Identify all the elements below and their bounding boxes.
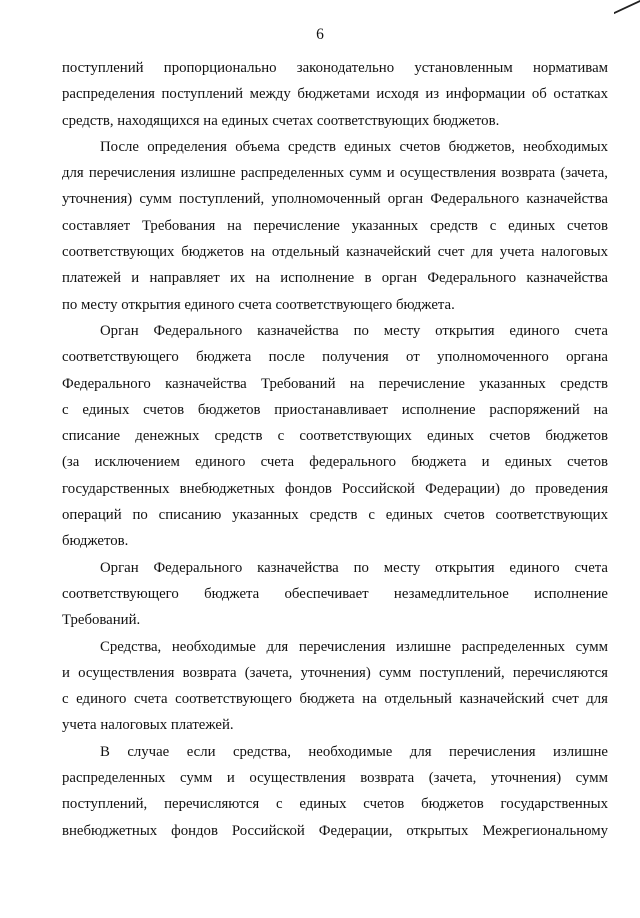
paragraph: [62, 739, 608, 844]
text-line: Орган Федерального казначейства по месту открытия единого счета: [100, 322, 608, 339]
text-line: бюджетов.: [62, 533, 129, 550]
paragraph: [62, 318, 608, 555]
text-line: средств, находящихся на единых счетах соответствующих бюджетов.: [62, 112, 500, 129]
text-line: соответствующего бюджета обеспечивает незамедлительное исполнение: [62, 585, 608, 602]
text-line: Требований.: [62, 612, 141, 629]
text-line: уточнения) сумм поступлений, уполномоченный орган Федерального казначейства: [62, 191, 608, 208]
text-line: государственных внебюджетных фондов Российской Федерации) до проведения: [62, 480, 608, 497]
text-line: платежей и направляет их на исполнение в орган Федерального казначейства: [62, 270, 608, 287]
text-line: для перечисления излишне распределенных сумм и осуществления возврата (зачета,: [62, 165, 608, 182]
text-line: операций по списанию указанных средств с единых счетов соответствующих: [62, 507, 608, 524]
text-line: по месту открытия единого счета соответствующего бюджета.: [62, 296, 455, 313]
text-line: Федерального казначейства Требований на перечисление указанных средств: [62, 375, 608, 392]
text-line: составляет Требования на перечисление указанных средств с единых счетов: [62, 217, 608, 234]
text-line: После определения объема средств единых счетов бюджетов, необходимых: [100, 138, 608, 155]
text-line: В случае если средства, необходимые для перечисления излишне: [100, 743, 608, 760]
text-line: Средства, необходимые для перечисления излишне распределенных сумм: [100, 638, 608, 655]
text-line: соответствующих бюджетов на отдельный казначейский счет для учета налоговых: [62, 244, 608, 261]
text-line: (за исключением единого счета федерального бюджета и единых счетов: [62, 454, 608, 471]
text-line: распределения поступлений между бюджетами исходя из информации об остатках: [62, 86, 608, 103]
document-body: [62, 55, 608, 844]
page-number: 6: [316, 26, 324, 43]
text-line: распределенных сумм и осуществления возврата (зачета, уточнения) сумм: [62, 770, 608, 787]
text-line: с единого счета соответствующего бюджета на отдельный казначейский счет для: [62, 691, 608, 708]
paragraph: [62, 55, 608, 134]
paragraph: [62, 634, 608, 739]
text-line: внебюджетных фондов Российской Федерации, открытых Межрегиональному: [62, 822, 608, 839]
text-line: поступлений, перечисляются с единых счетов бюджетов государственных: [62, 796, 608, 813]
text-line: и осуществления возврата (зачета, уточнения) сумм поступлений, перечисляются: [62, 664, 608, 681]
text-line: Орган Федерального казначейства по месту открытия единого счета: [100, 559, 608, 576]
text-line: с единых счетов бюджетов приостанавливает исполнение распоряжений на: [62, 401, 608, 418]
text-line: поступлений пропорционально законодательно установленным нормативам: [62, 60, 608, 76]
text-line: учета налоговых платежей.: [62, 717, 234, 734]
paragraph: [62, 134, 608, 318]
paragraph: [62, 555, 608, 634]
text-line: списание денежных средств с соответствующих единых счетов бюджетов: [62, 428, 608, 445]
text-line: соответствующего бюджета после получения от уполномоченного органа: [62, 349, 608, 366]
